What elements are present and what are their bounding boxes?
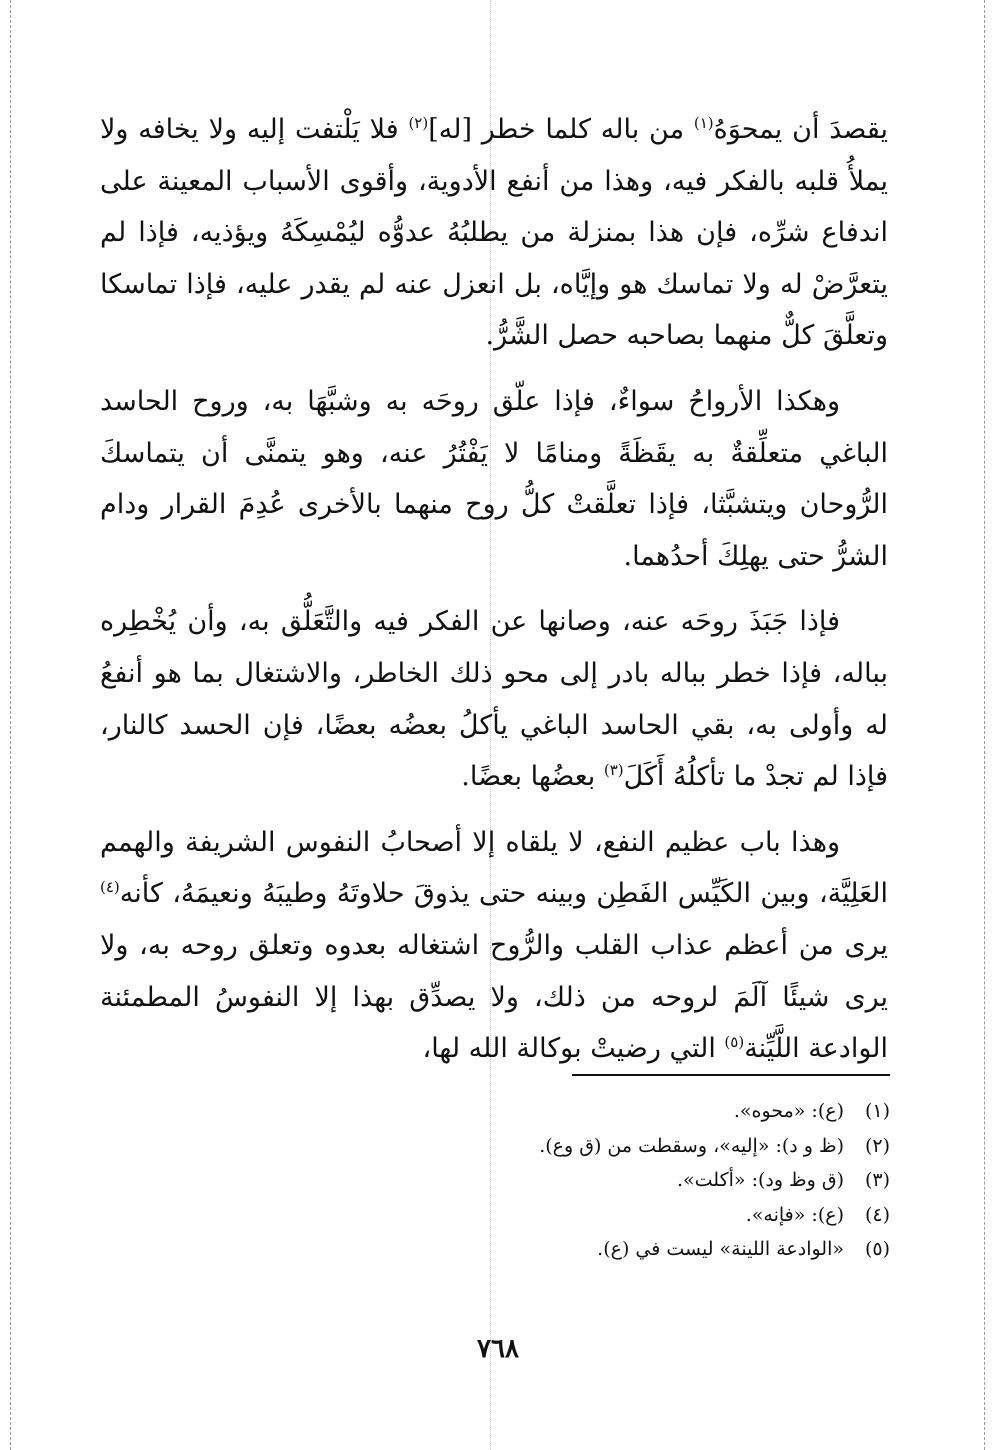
footnote-ref-3: (٣) [603,761,624,780]
left-scan-guide-line [10,0,11,1450]
paragraph-2-text: وهكذا الأرواحُ سواءٌ، فإذا علّق روحَه به وشبَّهَا به، وروح الحاسد الباغي متعلِّقةٌ به يقَظَةً ومنامًا لا يَفْتُرُ عنه، وهو يتمنَّى أن يتماسكَ الرُّوحان ويتشبَّثا، فإذا تعلَّقتْ كلُّ روح منهما بالأخرى عُدِمَ القرار ودام الشرُّ حتى يهلِكَ أحدُهما. [100,385,888,572]
footnote-1-text: (ع): «محوه». [733,1100,844,1122]
footnote-2 [100,1129,890,1164]
footnote-5 [100,1232,890,1267]
paragraph-1-text-between-notes: من باله كلما خطر [له] [428,114,694,145]
paragraph-4-text-after-note-5: التي رضيتْ بوكالة الله لها، [422,1033,725,1065]
footnote-3-number: (٣) [864,1169,890,1191]
footnote-separator-rule [572,1074,890,1076]
footnotes-section [100,1094,890,1267]
footnote-4-number: (٤) [864,1203,890,1226]
paragraph-4-text-middle: يرى من أعظم عذاب القلب والرُّوح اشتغاله بعدوه وتعلق روحه به، ولا يرى شيئًا آلَمَ لروحه من ذلك، ولا يصدِّق بهذا إلا النفوسُ المطمئنة الوادعة اللَّيِّنة [100,929,888,1065]
footnote-4 [100,1198,890,1233]
right-scan-guide-line [984,0,985,1450]
page-number: ٧٦٨ [477,1334,519,1364]
footnote-4-text: (ع): «فإنه». [745,1203,844,1226]
paragraph-4 [100,817,888,1075]
footnote-3-text: (ق وظ ود): «أكلت». [676,1169,844,1191]
footnote-2-text: (ظ و د): «إليه»، وسقطت من (ق وع). [539,1134,844,1157]
footnote-2-number: (٢) [864,1134,890,1157]
paragraph-1-text-after-notes: فلا يَلْتفت إليه ولا يخافه ولا يملأُ قلبه بالفكر فيه، وهذا من أنفع الأدوية، وأقوى الأسباب المعينة على اندفاع شرِّه، فإن هذا بمنزلة من يطلبُهُ عدوُّه ليُمْسِكَهُ ويؤذيه، فإذا لم يتعرَّضْ له ولا تماسك هو وإيَّاه، بل انعزل عنه لم يقدر عليه، فإذا تماسكا وتعلَّقَ كلٌّ منهما بصاحبه حصل الشَّرُّ. [100,114,888,352]
paragraph-3-text-after-note: بعضُها بعضًا. [461,761,604,793]
main-text-block [100,104,888,1089]
footnote-5-text: «الوادعة اللينة» ليست في (ع). [597,1238,844,1260]
footnote-ref-5: (٥) [724,1033,745,1052]
footnote-ref-4: (٤) [100,878,120,897]
paragraph-1 [100,104,888,362]
paragraph-3-text-before-note: فإذا جَبَذَ روحَه عنه، وصانها عن الفكر فيه والتَّعَلُّق به، وأن يُخْطِره بباله، فإذا خطر بباله بادر إلى محو ذلك الخاطر، والاشتغال بما هو أنفعُ له وأولى به، بقي الحاسد الباغي يأكلُ بعضُه بعضًا، فإن الحسد كالنار، فإذا لم تجدْ ما تأكلُهُ أَكَلَ [100,606,888,793]
footnote-ref-1: (١) [693,114,714,132]
footnote-ref-2: (٢) [408,114,429,132]
paragraph-3 [100,596,888,802]
footnote-1 [100,1094,890,1129]
footnote-5-number: (٥) [864,1238,890,1260]
footnote-1-number: (١) [864,1100,890,1122]
paragraph-4-text-before-note-4: وهذا باب عظيم النفع، لا يلقاه إلا أصحابُ النفوس الشريفة والهمم العَلِيَّة، وبين الكَيِّس الفَطِن وبينه حتى يذوقَ حلاوتَهُ وطيبَهُ ونعيمَهُ، كأنه [100,826,888,910]
paragraph-2 [100,376,888,582]
footnote-3 [100,1163,890,1198]
paragraph-1-text-before-note-1: يقصدَ أن يمحوَهُ [713,114,889,145]
